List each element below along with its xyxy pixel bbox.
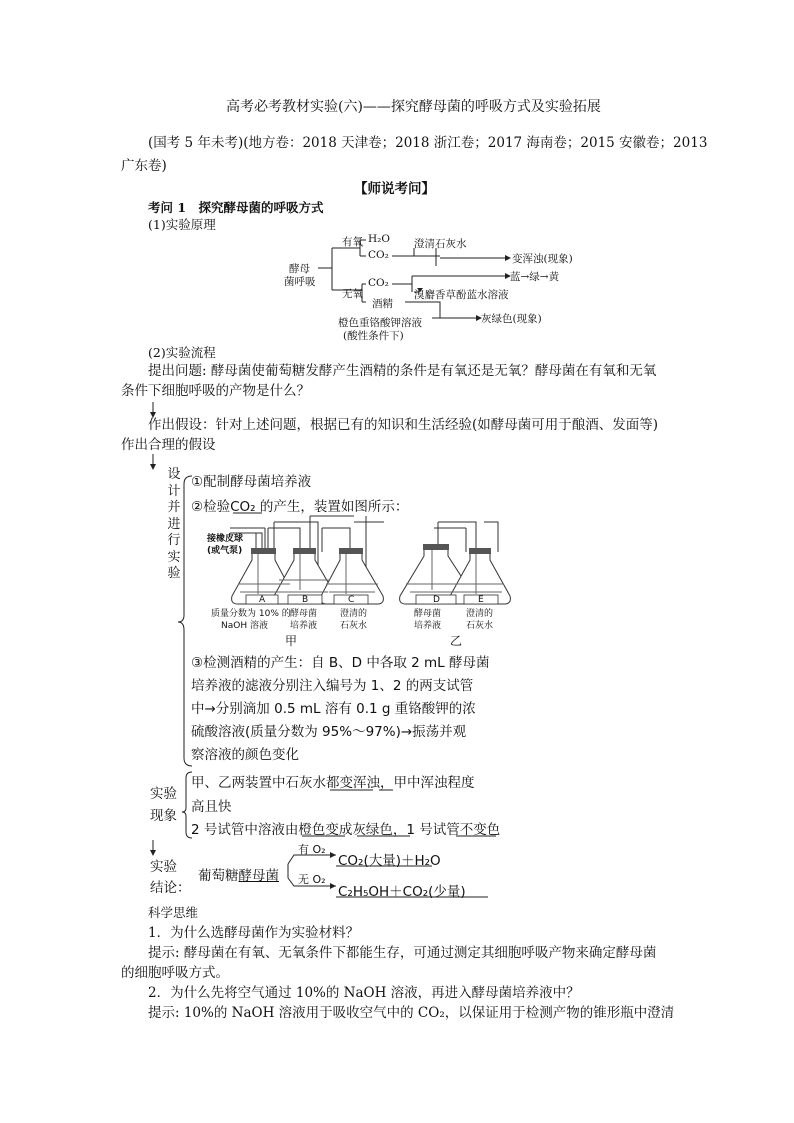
process-label: (2)实验流程 xyxy=(148,345,216,360)
thinking-question-1: 1．为什么选酵母菌作为实验材料？ xyxy=(148,925,360,941)
anaerobic-product: C₂H₅OH＋CO₂(少量) xyxy=(338,884,466,900)
flask-e-label-2: 石灰水 xyxy=(466,621,494,631)
flask-b-label-2: 培养液 xyxy=(290,621,318,631)
yeast-text: 酵母菌 xyxy=(238,868,279,884)
step3-line: 培养液的滤液分别注入编号为 1、2 的两支试管 xyxy=(191,678,474,694)
flask-c-label: 澄清的 xyxy=(340,609,368,619)
step3-line: 中→分别滴加 0.5 mL 溶有 0.1 g 重铬酸钾的浓 xyxy=(191,701,476,717)
flask-a-letter: A xyxy=(259,595,266,605)
conclusion-label-2: 结论： xyxy=(150,880,191,896)
thinking-answer-1: 提示: 酵母菌在有氧、无氧条件下都能生存，可通过测定其细胞呼吸产物来确定酵母菌 xyxy=(148,945,657,961)
side-char: 设 xyxy=(167,467,181,482)
step3-line: 硫酸溶液(质量分数为 95%～97%)→振荡并观 xyxy=(191,724,467,740)
bromothymol-label: 溴麝香草酚蓝水溶液 xyxy=(414,289,509,301)
yeast-label-2: 菌呼吸 xyxy=(284,276,316,288)
design-step-1: ①配制酵母菌培养液 xyxy=(191,474,312,490)
source-line: (国考 5 年未考)(地方卷：2018 天津卷；2018 浙江卷；2017 海南卷；2015 安徽卷；2013 xyxy=(148,135,708,151)
dichromate-label: 橙色重铬酸钾溶液 xyxy=(338,317,422,329)
design-step-2: ②检验CO₂ 的产生，装置如图所示： xyxy=(191,499,409,515)
question-1-heading: 考问 1 探究酵母菌的呼吸方式 xyxy=(148,200,324,215)
section-header: 【师说考问】 xyxy=(354,181,435,197)
step3-line: ③检测酒精的产生：自 B、D 中各取 2 mL 酵母菌 xyxy=(191,655,490,671)
phenomenon-label-2: 现象 xyxy=(150,808,177,824)
pump-label-2: (或气泵) xyxy=(207,546,243,556)
co2-bottom-label: CO₂ xyxy=(368,277,389,289)
page-title: 高考必考教材实验(六)——探究酵母菌的呼吸方式及实验拓展 xyxy=(226,99,601,115)
turbid-label: 变浑浊(现象) xyxy=(512,253,573,265)
flask-d-label-2: 培养液 xyxy=(414,621,442,631)
thinking-answer-2: 提示: 10%的 NaOH 溶液用于吸收空气中的 CO₂，以保证用于检测产物的锥形瓶中澄清 xyxy=(148,1005,675,1021)
flask-b-letter: B xyxy=(302,595,309,605)
side-char: 计 xyxy=(167,483,181,499)
flask-c-letter: C xyxy=(348,595,355,605)
side-char: 实 xyxy=(167,549,181,565)
glucose-text: 葡萄糖 xyxy=(198,868,239,884)
thinking-answer-1-cont: 的细胞呼吸方式。 xyxy=(121,965,229,981)
co2-top-label: CO₂ xyxy=(368,249,389,261)
flask-b-label: 酵母菌 xyxy=(290,609,318,619)
with-o2-label: 有 O₂ xyxy=(298,843,326,856)
without-o2-label: 无 O₂ xyxy=(298,873,326,886)
thinking-label: 科学思维 xyxy=(148,905,199,920)
color-change-label: 蓝→绿→黄 xyxy=(510,271,560,283)
pump-label: 接橡皮球 xyxy=(207,534,244,544)
gray-green-label: 灰绿色(现象) xyxy=(481,313,542,325)
flask-d-label: 酵母菌 xyxy=(414,609,442,619)
flask-e-letter: E xyxy=(478,595,484,605)
flask-a-label: 质量分数为 10% 的 xyxy=(211,609,291,619)
anaerobic-label: 无氧 xyxy=(342,288,363,300)
phenomenon-line: 甲、乙两装置中石灰水都变浑浊，甲中浑浊程度 xyxy=(191,775,475,791)
conclusion-label: 实验 xyxy=(150,859,177,875)
source-line-cont: 广东卷) xyxy=(121,158,167,174)
alcohol-label: 酒精 xyxy=(372,298,393,310)
flask-a-label-2: NaOH 溶液 xyxy=(221,621,268,631)
side-char: 行 xyxy=(167,533,181,548)
thinking-question-2: 2．为什么先将空气通过 10%的 NaOH 溶液，再进入酵母菌培养液中？ xyxy=(148,985,580,1001)
aerobic-label: 有氧 xyxy=(342,236,363,248)
flask-c-label-2: 石灰水 xyxy=(340,621,368,631)
phenomenon-label: 实验 xyxy=(150,786,177,802)
principle-label: (1)实验原理 xyxy=(148,217,216,232)
step3-line: 察溶液的颜色变化 xyxy=(191,747,299,763)
hypothesis-line-cont: 作出合理的假设 xyxy=(121,437,216,453)
hypothesis-line: 作出假设：针对上述问题，根据已有的知识和生活经验(如酵母菌可用于酿酒、发面等) xyxy=(148,417,659,433)
phenomenon-line-3: 2 号试管中溶液由橙色变成灰绿色，1 号试管不变色 xyxy=(191,822,501,838)
apparatus-jia-label: 甲 xyxy=(285,634,298,648)
h2o-label: H₂O xyxy=(368,233,390,245)
apparatus-yi-label: 乙 xyxy=(450,634,463,648)
flask-e-label: 澄清的 xyxy=(466,609,494,619)
flask-d-letter: D xyxy=(433,595,440,605)
side-char: 进 xyxy=(167,516,181,532)
limewater-label: 澄清石灰水 xyxy=(414,238,467,250)
side-char: 验 xyxy=(167,566,181,581)
yeast-label: 酵母 xyxy=(289,263,310,275)
question-line: 提出问题: 酵母菌使葡萄糖发酵产生酒精的条件是有氧还是无氧？酵母菌在有氧和无氧 xyxy=(148,363,657,379)
aerobic-product: CO₂(大量)＋H₂O xyxy=(338,853,441,869)
phenomenon-line-2: 高且快 xyxy=(191,799,232,815)
side-char: 并 xyxy=(167,500,181,515)
question-line-cont: 条件下细胞呼吸的产物是什么？ xyxy=(121,383,310,399)
acidic-label: (酸性条件下) xyxy=(343,330,404,342)
